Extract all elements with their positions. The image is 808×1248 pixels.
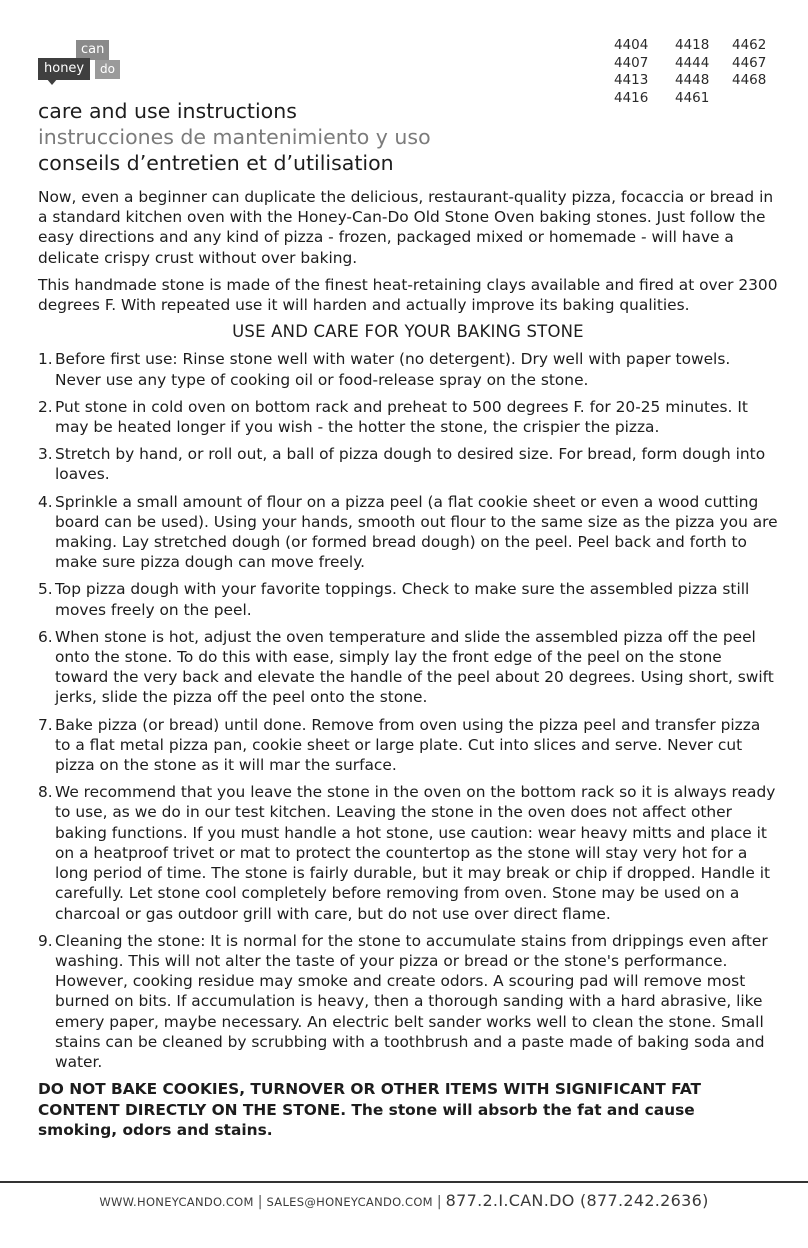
- model-number: 4461: [675, 89, 710, 106]
- title-block: [38, 98, 431, 176]
- step-number: 6.: [38, 627, 53, 646]
- steps-list: [38, 349, 778, 1072]
- step-item: [38, 931, 778, 1072]
- logo-can: can: [76, 40, 109, 60]
- email-link[interactable]: SALES@HONEYCANDO.COM: [266, 1195, 433, 1209]
- model-number: 4418: [675, 37, 710, 53]
- step-text: Top pizza dough with your favorite toppings. Check to make sure the assembled pizza still moves freely on the peel.: [55, 580, 750, 619]
- brand-logo: [38, 40, 128, 86]
- step-item: [38, 579, 778, 619]
- model-number: 4416: [614, 89, 649, 106]
- footer-separator: |: [257, 1194, 263, 1210]
- step-item: [38, 715, 778, 776]
- step-item: [38, 397, 778, 437]
- instructions-body: [38, 187, 778, 1141]
- step-item: [38, 349, 778, 389]
- title-french: conseils d’entretien et d’utilisation: [38, 151, 394, 175]
- fat-content-warning: DO NOT BAKE COOKIES, TURNOVER OR OTHER ITEMS WITH SIGNIFICANT FAT CONTENT DIRECTLY ON THE STONE. The stone will absorb the fat and cause smoking, odors and stains.: [38, 1080, 702, 1140]
- step-text: When stone is hot, adjust the oven temperature and slide the assembled pizza off the peel onto the stone. To do this with ease, simply lay the front edge of the peel on the stone toward the very back and elevate the handle of the peel about 20 degrees. Using short, swift jerks, slide the pizza off the peel onto the stone.: [55, 627, 774, 707]
- step-item: [38, 627, 778, 708]
- footer-separator: |: [436, 1194, 442, 1210]
- logo-speech-tail: [46, 78, 58, 85]
- section-heading: USE AND CARE FOR YOUR BAKING STONE: [232, 322, 584, 342]
- step-number: 1.: [38, 350, 53, 369]
- step-number: 2.: [38, 397, 53, 416]
- logo-honey: honey: [38, 58, 90, 80]
- model-number: 4462: [732, 37, 767, 53]
- website-link[interactable]: WWW.HONEYCANDO.COM: [99, 1195, 254, 1209]
- step-text: Stretch by hand, or roll out, a ball of pizza dough to desired size. For bread, form dough into loaves.: [55, 445, 766, 484]
- step-number: 3.: [38, 445, 53, 464]
- footer: [0, 1191, 808, 1210]
- step-text: Before first use: Rinse stone well with water (no detergent). Dry well with paper towels. Never use any type of cooking oil or food-release spray on the stone.: [55, 350, 731, 389]
- step-number: 9.: [38, 931, 53, 950]
- step-number: 8.: [38, 783, 53, 802]
- model-number: 4413: [614, 72, 649, 88]
- step-number: 7.: [38, 715, 53, 734]
- intro-paragraph: Now, even a beginner can duplicate the delicious, restaurant-quality pizza, focaccia or bread in a standard kitchen oven with the Honey-Can-Do Old Stone Oven baking stones. Just follow the easy directions and any kind of pizza - frozen, packaged mixed or homemade - will have a delicate crispy crust without over baking.: [38, 188, 774, 267]
- title-spanish: instrucciones de mantenimiento y uso: [38, 125, 431, 149]
- model-number: 4448: [675, 72, 710, 88]
- footer-divider: [0, 1181, 808, 1183]
- step-text: We recommend that you leave the stone in the oven on the bottom rack so it is always ready to use, as we do in our test kitchen. Leaving the stone in the oven does not affect other baking functions. If you must handle a hot stone, use caution: wear heavy mitts and place it on a heatproof trivet or mat to protect the countertop as the stone will stay very hot for a long period of time. The stone is fairly durable, but it may break or chip if dropped. Handle it carefully. Let stone cool completely before removing from oven. Stone may be used on a charcoal or gas outdoor grill with care, but do not use over direct flame.: [55, 783, 776, 923]
- phone-number: 877.2.I.CAN.DO (877.242.2636): [445, 1191, 709, 1210]
- step-number: 5.: [38, 580, 53, 599]
- step-item: [38, 444, 778, 484]
- step-item: [38, 492, 778, 573]
- step-text: Cleaning the stone: It is normal for the stone to accumulate stains from drippings even after washing. This will not alter the taste of your pizza or bread or the stone's performance. However, cooking residue may smoke and create odors. A scouring pad will remove most burned on bits. If accumulation is heavy, then a thorough sanding with a hard abrasive, like emery paper, maybe necessary. An electric belt sander works well to clean the stone. Small stains can be cleaned by scrubbing with a toothbrush and a paste made of baking soda and water.: [55, 931, 768, 1071]
- model-number: 4407: [614, 54, 649, 71]
- step-text: Bake pizza (or bread) until done. Remove from oven using the pizza peel and transfer pizza to a flat metal pizza pan, cookie sheet or large plate. Cut into slices and serve. Never cut pizza on the stone as it will mar the surface.: [55, 715, 761, 775]
- model-number: 4468: [732, 72, 767, 88]
- intro-paragraph: This handmade stone is made of the finest heat-retaining clays available and fired at over 2300 degrees F. With repeated use it will harden and actually improve its baking qualities.: [38, 275, 778, 315]
- title-english: care and use instructions: [38, 99, 297, 123]
- step-text: Sprinkle a small amount of flour on a pizza peel (a flat cookie sheet or even a wood cutting board can be used). Using your hands, smooth out flour to the same size as the pizza you are making. Lay stretched dough (or formed bread dough) on the peel. Peel back and forth to make sure pizza dough can move freely.: [55, 492, 778, 572]
- model-number: 4467: [732, 54, 767, 71]
- step-item: [38, 782, 778, 923]
- logo-do: do: [95, 60, 120, 79]
- model-numbers: [614, 37, 782, 107]
- step-text: Put stone in cold oven on bottom rack and preheat to 500 degrees F. for 20-25 minutes. It may be heated longer if you wish - the hotter the stone, the crispier the pizza.: [55, 397, 748, 437]
- model-number: 4404: [614, 37, 649, 53]
- step-number: 4.: [38, 492, 53, 511]
- model-number: 4444: [675, 54, 710, 71]
